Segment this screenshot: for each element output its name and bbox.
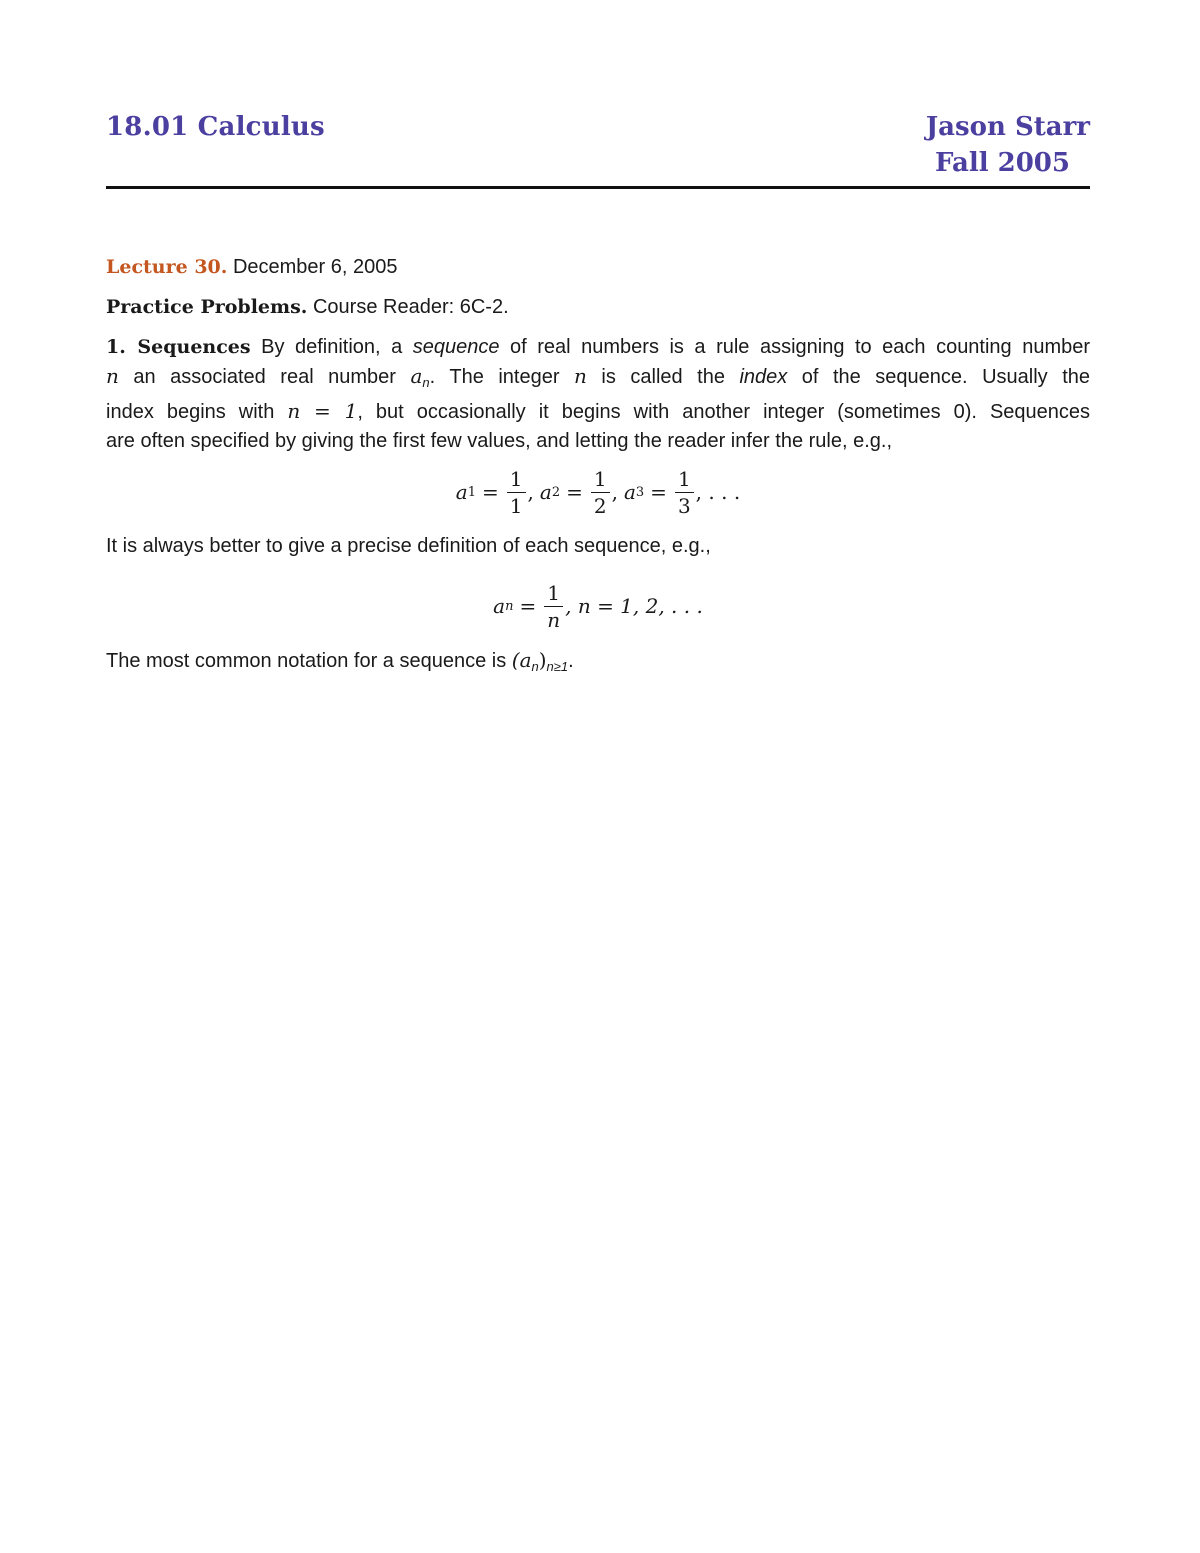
practice-text: Course Reader: 6C-2. <box>312 296 509 318</box>
section-heading: 1. Sequences <box>106 336 251 358</box>
term-sequence: sequence <box>412 336 500 358</box>
fraction: $\frac{1}{3}$ <box>675 467 694 518</box>
paragraph-row-1: 1. Sequences By definition, a sequence of real numbers is a rule assigning to each counting number <box>106 336 1091 358</box>
fraction: $\frac{1}{2}$ <box>591 467 610 518</box>
lecture-date: December 6, 2005 <box>232 256 398 278</box>
fraction: $\frac{1}{1}$ <box>507 467 526 518</box>
document-page <box>106 0 1090 1553</box>
lecture-line <box>106 253 1090 282</box>
fraction: $\frac{1}{n}$ <box>544 581 563 632</box>
sentence-notation: The most common notation for a sequence is $(a_n)_{n\ge 1}$. <box>106 648 574 674</box>
equation-rest: , n = 1, 2, . . . <box>565 594 703 618</box>
paragraph-row-2: n an associated real number $a_n$. The integer n is called the index of the sequence. Usually the <box>106 363 1091 390</box>
equation-tail: , . . . <box>695 480 741 504</box>
equation-term-2: a 2 = $\frac{1}{2}$ , <box>539 466 618 518</box>
course-title: 18.01 Calculus <box>106 112 325 142</box>
sequences-paragraph <box>106 333 1090 455</box>
practice-label: Practice Problems. <box>106 296 308 318</box>
equation-general-term: a n = $\frac{1}{n}$ , n = 1, 2, . . . <box>493 580 703 632</box>
sentence-precise-definition: It is always better to give a precise definition of each sequence, e.g., <box>106 535 711 557</box>
practice-line <box>106 293 1090 322</box>
equation-term-3: a 3 = $\frac{1}{3}$ , . . . <box>623 466 741 518</box>
equation-first-terms <box>106 462 1090 522</box>
page-header <box>106 112 1090 189</box>
equation-term-1: a 1 = $\frac{1}{1}$ , <box>455 466 534 518</box>
term-label: Fall 2005 <box>934 148 1070 178</box>
instructor-name: Jason Starr <box>925 112 1090 142</box>
paragraph-row-4: are often specified by giving the first few values, and letting the reader infer the rule, e.g., <box>106 429 893 452</box>
term-index: index <box>739 365 788 388</box>
paragraph-row-3: index begins with n = 1, but occasionally it begins with another integer (sometimes 0). Sequences <box>106 399 1091 423</box>
lecture-label: Lecture 30. <box>106 256 228 278</box>
